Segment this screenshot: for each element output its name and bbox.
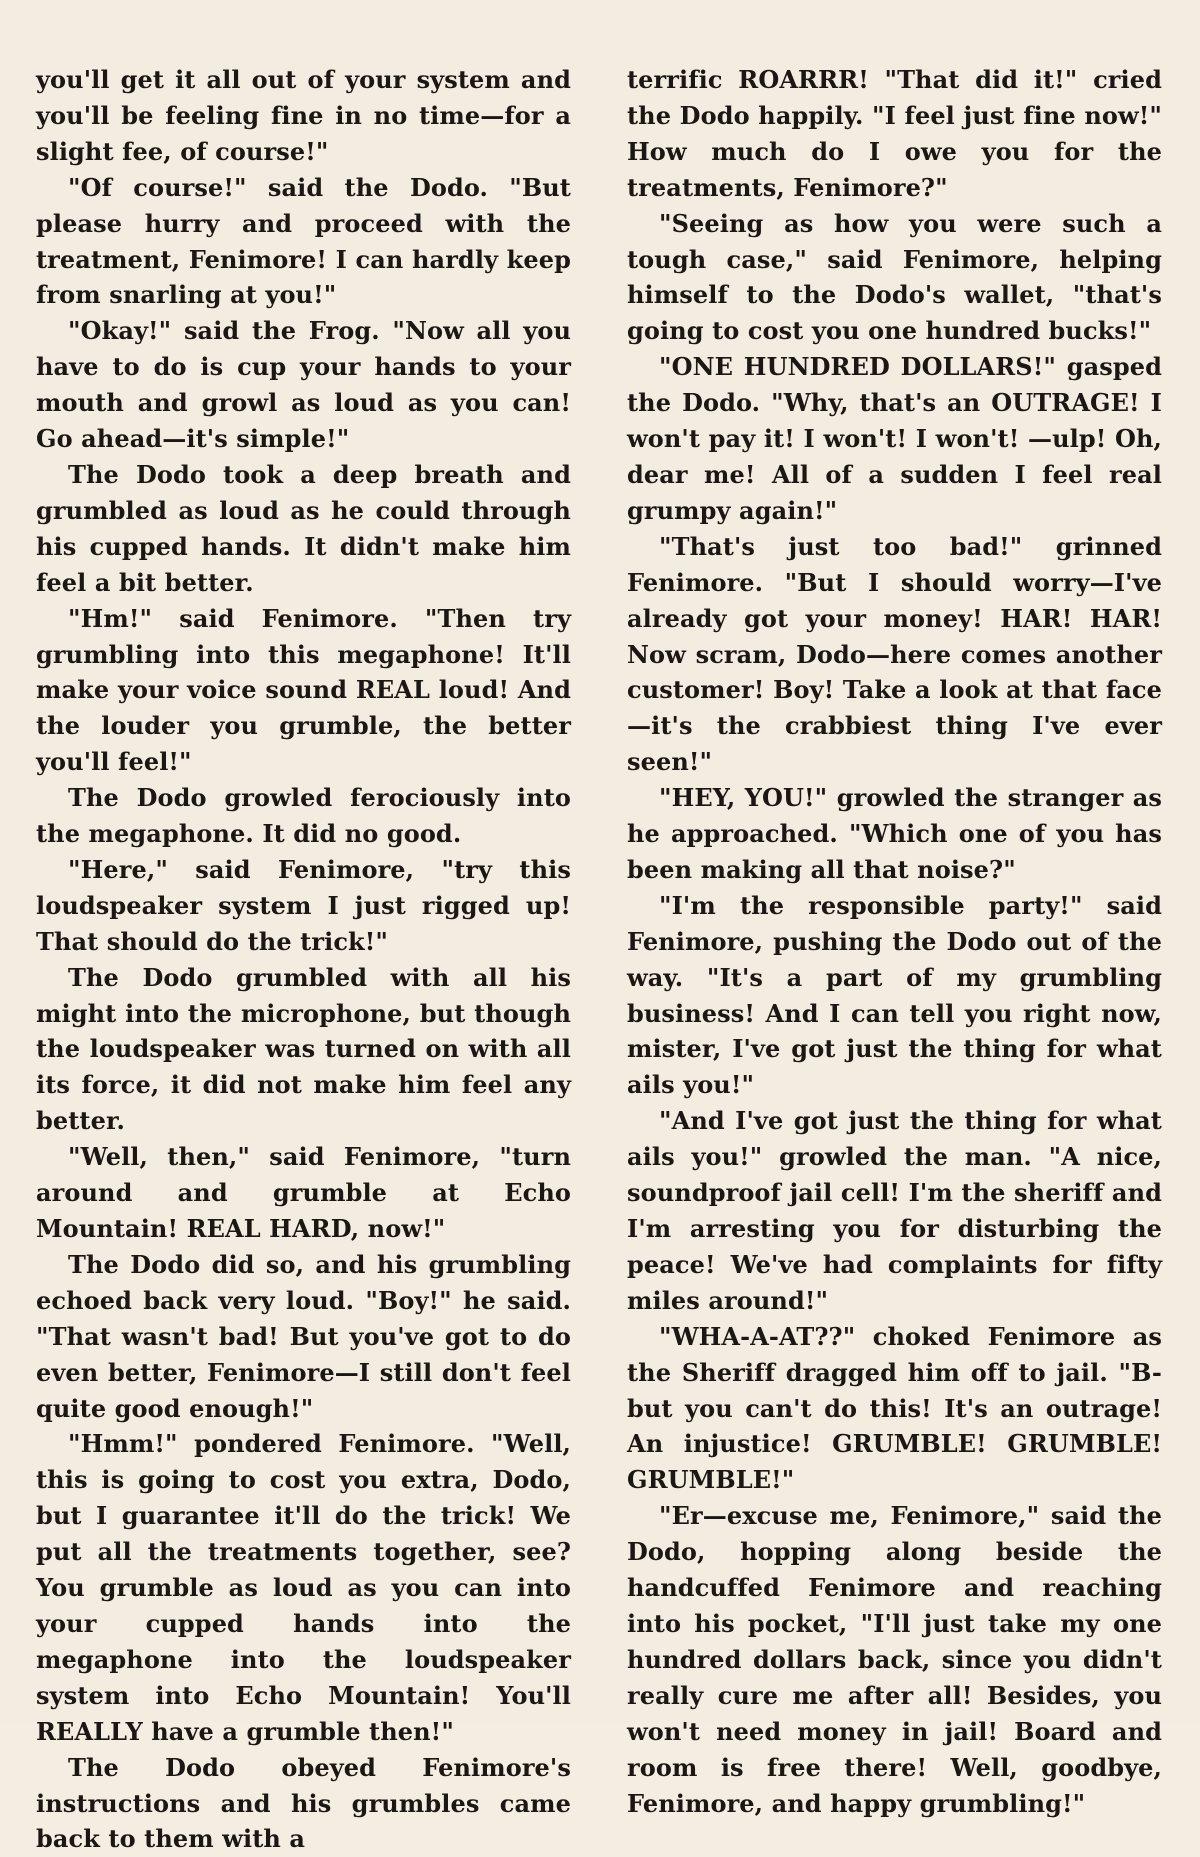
paragraph: "Hmm!" pondered Fenimore. "Well, this is going to cost you extra, Dodo, but I guarantee it'll do the trick! We put all the treatments together, see? You grumble as loud as you can into your cupped hands into the megaphone into the loudspeaker system into Echo Mountain! You'll REALLY have a grumble then!" xyxy=(36,1429,571,1746)
paragraph: The Dodo took a deep breath and grumbled as loud as he could through his cupped hands. It didn't make him feel a bit better. xyxy=(36,459,571,597)
paragraph: "I'm the responsible party!" said Fenimore, pushing the Dodo out of the way. "It's a part of my grumbling business! And I can tell you right now, mister, I've got just the thing for what ails you!" xyxy=(627,890,1162,1100)
paragraph: "That's just too bad!" grinned Fenimore. "But I should worry—I've already got your money! HAR! HAR! Now scram, Dodo—here comes another customer! Boy! Take a look at that face—it's the crabbiest thing I've ever seen!" xyxy=(627,531,1162,777)
paragraph: "WHA-A-AT??" choked Fenimore as the Sheriff dragged him off to jail. "B-but you can't do this! It's an outrage! An injustice! GRUMBLE! GRUMBLE! GRUMBLE!" xyxy=(627,1321,1162,1495)
paragraph: "Er—excuse me, Fenimore," said the Dodo, hopping along beside the handcuffed Fenimore and reaching into his pocket, "I'll just take my one hundred dollars back, since you didn't really cure me after all! Besides, you won't need money in jail! Board and room is free there! Well, goodbye, Fenimore, and happy grumbling!" xyxy=(627,1501,1162,1818)
paragraph: you'll get it all out of your system and you'll be feeling fine in no time—for a slight fee, of course!" xyxy=(36,65,571,166)
paragraph: "Okay!" said the Frog. "Now all you have to do is cup your hands to your mouth and growl as loud as you can! Go ahead—it's simple!" xyxy=(36,316,571,454)
paragraph: "ONE HUNDRED DOLLARS!" gasped the Dodo. "Why, that's an OUTRAGE! I won't pay it! I won't! I won't! —ulp! Oh, dear me! All of a sudden I feel real grumpy again!" xyxy=(627,352,1162,525)
paragraph: The Dodo growled ferociously into the megaphone. It did no good. xyxy=(36,783,571,849)
paragraph: "Hm!" said Fenimore. "Then try grumbling into this megaphone! It'll make your voice sound REAL loud! And the louder you grumble, the better you'll feel!" xyxy=(36,603,571,777)
paragraph: "Seeing as how you were such a tough case," said Fenimore, helping himself to the Dodo's wallet, "that's going to cost you one hundred bucks!" xyxy=(627,208,1162,346)
paragraph: "Of course!" said the Dodo. "But please hurry and proceed with the treatment, Fenimore! I can hardly keep from snarling at you!" xyxy=(36,172,571,310)
right-text-column xyxy=(627,62,1162,1821)
paragraph: "HEY, YOU!" growled the stranger as he approached. "Which one of you has been making all that noise?" xyxy=(627,783,1162,884)
left-text-column xyxy=(36,62,571,1857)
paragraph: terrific ROARRR! "That did it!" cried the Dodo happily. "I feel just fine now!" How much do I owe you for the treatments, Fenimore?" xyxy=(627,65,1162,202)
paragraph: "And I've got just the thing for what ails you!" growled the man. "A nice, soundproof jail cell! I'm the sheriff and I'm arresting you for disturbing the peace! We've had complaints for fifty miles around!" xyxy=(627,1106,1162,1315)
paragraph: "Well, then," said Fenimore, "turn around and grumble at Echo Mountain! REAL HARD, now!" xyxy=(36,1142,571,1243)
paragraph: "Here," said Fenimore, "try this loudspeaker system I just rigged up! That should do the trick!" xyxy=(36,854,571,956)
paragraph: The Dodo did so, and his grumbling echoed back very loud. "Boy!" he said. "That wasn't bad! But you've got to do even better, Fenimore—I still don't feel quite good enough!" xyxy=(36,1249,571,1423)
paragraph: The Dodo obeyed Fenimore's instructions and his grumbles came back to them with a xyxy=(36,1752,571,1854)
paragraph: The Dodo grumbled with all his might into the microphone, but though the loudspeaker was turned on with all its force, it did not make him feel any better. xyxy=(36,962,571,1136)
